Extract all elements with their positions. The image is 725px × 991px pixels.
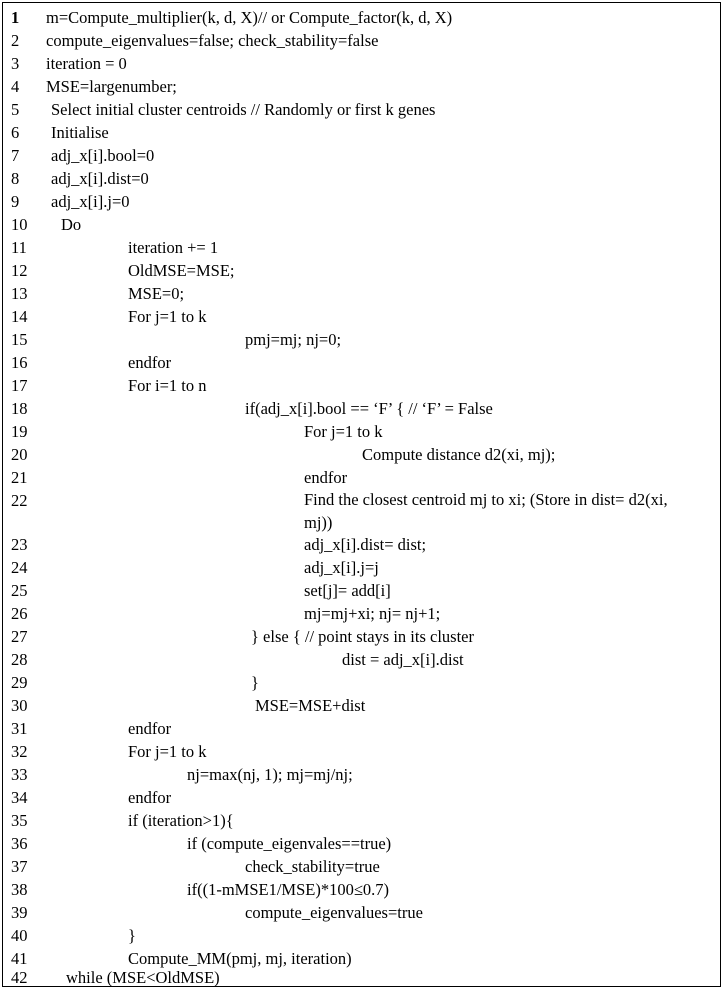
code-line-2 — [3, 29, 720, 52]
code-text: Do — [61, 215, 82, 234]
code-text: mj=mj+xi; nj= nj+1; — [304, 604, 441, 623]
code-text: } — [128, 926, 136, 945]
code-line-19 — [3, 420, 720, 443]
code-text: For j=1 to k — [304, 422, 383, 441]
line-number: 11 — [11, 238, 27, 257]
line-number: 30 — [11, 696, 28, 715]
code-line-9 — [3, 190, 720, 213]
code-text: } else { // point stays in its cluster — [251, 627, 474, 646]
line-number: 9 — [11, 192, 20, 211]
code-line-39 — [3, 901, 720, 924]
code-line-20 — [3, 443, 720, 466]
code-text: set[j]= add[i] — [304, 581, 391, 600]
line-number: 29 — [11, 673, 28, 692]
code-text: adj_x[i].bool=0 — [51, 146, 155, 165]
code-line-8 — [3, 167, 720, 190]
line-number: 22 — [11, 491, 28, 510]
code-text: if((1-mMSE1/MSE)*100≤0.7) — [187, 880, 390, 899]
code-text: nj=max(nj, 1); mj=mj/nj; — [187, 765, 353, 784]
code-line-10 — [3, 213, 720, 236]
code-text: Find the closest centroid mj to xi; (Store in dist= d2(xi, mj)) — [304, 490, 668, 532]
line-number: 42 — [11, 968, 28, 987]
line-number: 6 — [11, 123, 20, 142]
code-line-30 — [3, 694, 720, 717]
code-line-22 — [3, 489, 720, 535]
code-line-12 — [3, 259, 720, 282]
code-text: iteration = 0 — [46, 54, 127, 73]
line-number: 23 — [11, 535, 28, 554]
code-text: OldMSE=MSE; — [128, 261, 235, 280]
line-number: 33 — [11, 765, 28, 784]
line-number: 39 — [11, 903, 28, 922]
line-number: 13 — [11, 284, 28, 303]
code-line-23 — [3, 533, 720, 556]
code-line-37 — [3, 855, 720, 878]
line-number: 2 — [11, 31, 20, 50]
code-line-11 — [3, 236, 720, 259]
code-line-16 — [3, 351, 720, 374]
code-line-25 — [3, 579, 720, 602]
code-text: MSE=largenumber; — [46, 77, 177, 96]
line-number: 12 — [11, 261, 28, 280]
line-number: 24 — [11, 558, 28, 577]
code-text: endfor — [304, 468, 348, 487]
code-text: compute_eigenvalues=true — [245, 903, 423, 922]
code-text: endfor — [128, 788, 172, 807]
code-line-4 — [3, 75, 720, 98]
line-number: 3 — [11, 54, 20, 73]
code-text: if(adj_x[i].bool == ‘F’ { // ‘F’ = False — [245, 399, 493, 418]
line-number: 5 — [11, 100, 20, 119]
code-text: pmj=mj; nj=0; — [245, 330, 342, 349]
code-text: For i=1 to n — [128, 376, 207, 395]
code-text: iteration += 1 — [128, 238, 219, 257]
line-number: 20 — [11, 445, 28, 464]
code-text: adj_x[i].dist=0 — [51, 169, 149, 188]
code-text: Select initial cluster centroids // Randomly or first k genes — [51, 100, 436, 119]
code-text: if (iteration>1){ — [128, 811, 234, 830]
code-line-34 — [3, 786, 720, 809]
code-text: For j=1 to k — [128, 307, 207, 326]
code-text: Initialise — [51, 123, 109, 142]
code-line-42 — [3, 966, 720, 989]
line-number: 34 — [11, 788, 28, 807]
code-text: dist = adj_x[i].dist — [342, 650, 464, 669]
code-line-15 — [3, 328, 720, 351]
code-line-5 — [3, 98, 720, 121]
code-line-32 — [3, 740, 720, 763]
line-number: 28 — [11, 650, 28, 669]
pseudocode-listing — [2, 2, 721, 987]
code-line-7 — [3, 144, 720, 167]
line-number: 26 — [11, 604, 28, 623]
code-text: while (MSE<OldMSE) — [66, 968, 220, 987]
code-line-29 — [3, 671, 720, 694]
line-number: 15 — [11, 330, 28, 349]
code-line-18 — [3, 397, 720, 420]
line-number: 40 — [11, 926, 28, 945]
line-number: 18 — [11, 399, 28, 418]
code-line-27 — [3, 625, 720, 648]
line-number: 31 — [11, 719, 28, 738]
line-number: 27 — [11, 627, 28, 646]
line-number: 16 — [11, 353, 28, 372]
line-number: 41 — [11, 949, 28, 968]
code-text: endfor — [128, 719, 172, 738]
code-line-24 — [3, 556, 720, 579]
code-line-35 — [3, 809, 720, 832]
code-text: Compute_MM(pmj, mj, iteration) — [128, 949, 352, 968]
code-line-33 — [3, 763, 720, 786]
code-line-21 — [3, 466, 720, 489]
code-line-36 — [3, 832, 720, 855]
code-line-28 — [3, 648, 720, 671]
code-line-3 — [3, 52, 720, 75]
code-line-1 — [3, 6, 720, 29]
code-text: compute_eigenvalues=false; check_stability=false — [46, 31, 379, 50]
code-text: } — [251, 673, 259, 692]
code-text: check_stability=true — [245, 857, 380, 876]
code-text: adj_x[i].j=0 — [51, 192, 130, 211]
code-text: endfor — [128, 353, 172, 372]
code-line-26 — [3, 602, 720, 625]
code-text: MSE=MSE+dist — [255, 696, 366, 715]
code-text: adj_x[i].j=j — [304, 558, 379, 577]
code-text: m=Compute_multiplier(k, d, X)// or Compute_factor(k, d, X) — [46, 8, 453, 27]
code-text: adj_x[i].dist= dist; — [304, 535, 427, 554]
line-number: 14 — [11, 307, 28, 326]
line-number: 4 — [11, 77, 20, 96]
line-number: 10 — [11, 215, 28, 234]
code-line-17 — [3, 374, 720, 397]
code-line-31 — [3, 717, 720, 740]
code-line-13 — [3, 282, 720, 305]
code-line-6 — [3, 121, 720, 144]
line-number: 35 — [11, 811, 28, 830]
code-text: if (compute_eigenvales==true) — [187, 834, 392, 853]
code-text: Compute distance d2(xi, mj); — [362, 445, 556, 464]
code-line-40 — [3, 924, 720, 947]
line-number: 7 — [11, 146, 20, 165]
code-text: For j=1 to k — [128, 742, 207, 761]
line-number: 38 — [11, 880, 28, 899]
line-number: 8 — [11, 169, 20, 188]
line-number: 19 — [11, 422, 28, 441]
line-number: 21 — [11, 468, 28, 487]
line-number: 32 — [11, 742, 28, 761]
code-text: MSE=0; — [128, 284, 185, 303]
code-line-38 — [3, 878, 720, 901]
line-number: 17 — [11, 376, 28, 395]
line-number: 1 — [11, 8, 20, 27]
line-number: 36 — [11, 834, 28, 853]
code-line-14 — [3, 305, 720, 328]
line-number: 25 — [11, 581, 28, 600]
line-number: 37 — [11, 857, 28, 876]
